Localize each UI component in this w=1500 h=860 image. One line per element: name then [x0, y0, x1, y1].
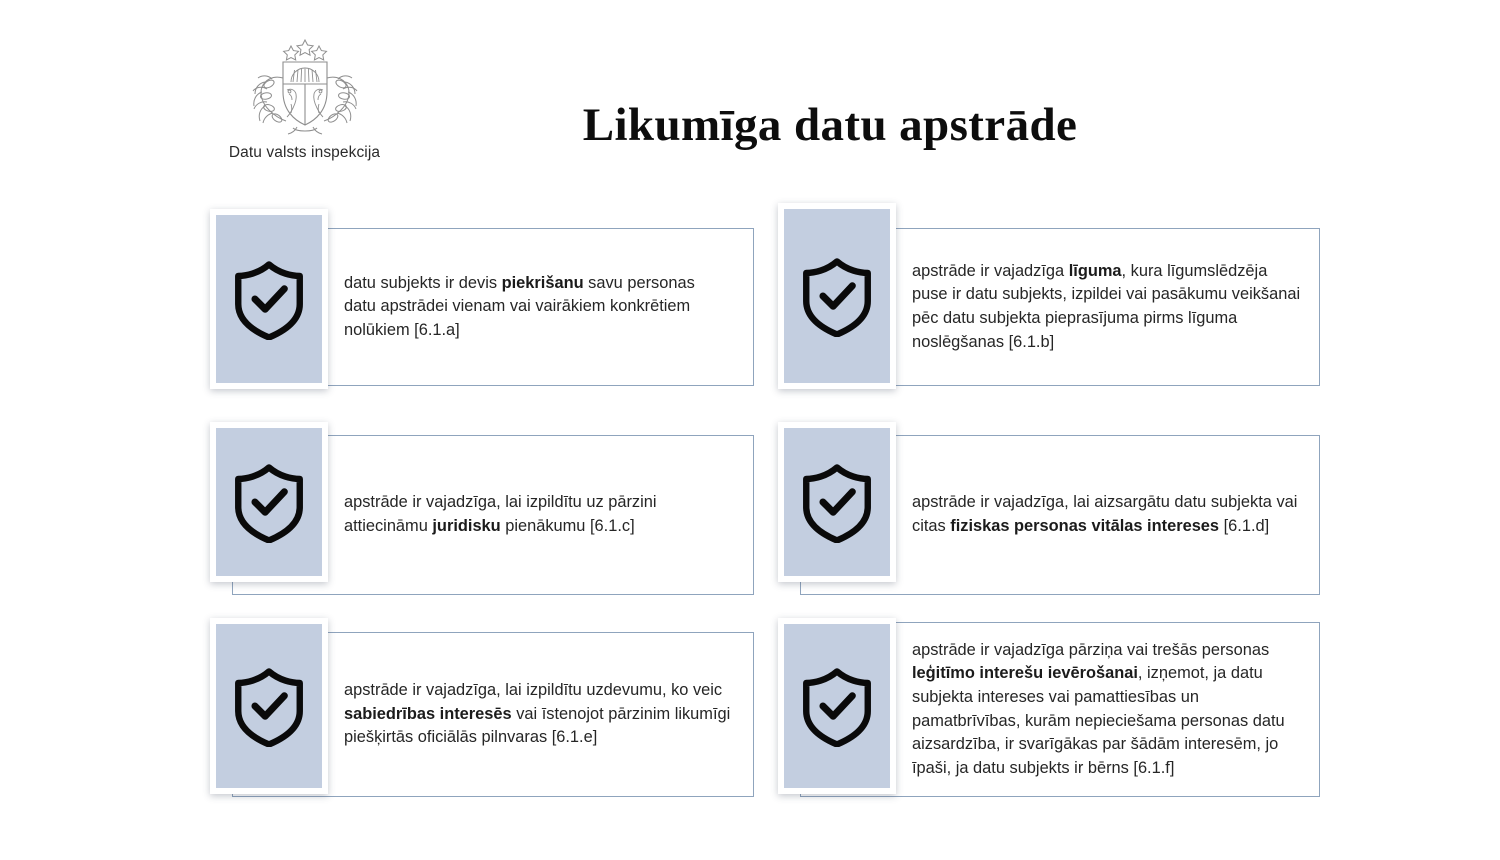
organization-logo	[222, 32, 387, 162]
emphasis-text: fiziskas personas vitālas intereses	[950, 517, 1220, 535]
body-text: , kura līgumslēdzēja puse ir datu subjekts, izpildei vai pasākumu veikšanai pēc datu subjekta pieprasījuma pirms līguma noslēgšanas [6.1.b]	[912, 261, 1301, 351]
page-title: Likumīga datu apstrāde	[582, 99, 1078, 151]
card-body-1	[912, 260, 1304, 355]
shield-check-icon	[228, 461, 310, 543]
card-text	[912, 622, 1304, 797]
legal-basis-card[interactable]	[232, 435, 754, 595]
card-body-2	[344, 491, 724, 538]
shield-check-icon	[228, 665, 310, 747]
shield-check-icon-tile	[778, 618, 896, 794]
shield-check-icon	[796, 255, 878, 337]
shield-check-icon-tile	[210, 422, 328, 582]
card-body-5	[912, 639, 1304, 781]
emphasis-text: piekrišanu	[501, 273, 584, 292]
shield-check-icon-tile	[778, 422, 896, 582]
emphasis-text: leģitīmo interešu ievērošanai	[912, 664, 1138, 683]
body-text: vai īstenojot pārzinim likumīgi piešķirtās oficiālās pilnvaras [6.1.e]	[344, 704, 731, 747]
body-text: apstrāde ir vajadzīga pārziņa vai trešās personas	[912, 640, 1270, 659]
card-body-0	[344, 272, 724, 343]
body-text: [6.1.d]	[1219, 517, 1270, 535]
card-text	[344, 228, 724, 386]
card-body-4	[344, 679, 744, 750]
emphasis-text: sabiedrības interesēs	[344, 704, 512, 723]
body-text: , izņemot, ja datu subjekta intereses vai pamattiesības un pamatbrīvības, kurām nepieciešama personas datu aizsardzība, ir svarīgākas par šādām interesēm, jo īpaši, ja datu subjekts ir bērns [6.1.f]	[912, 664, 1285, 777]
body-text: apstrāde ir vajadzīga, lai izpildītu uz pārzini attiecināmu	[344, 493, 657, 535]
card-text	[344, 435, 724, 595]
card-body-3	[912, 491, 1304, 538]
body-text: apstrāde ir vajadzīga, lai izpildītu uzdevumu, ko veic	[344, 681, 723, 700]
shield-check-icon	[796, 461, 878, 543]
body-text: apstrāde ir vajadzīga	[912, 261, 1069, 280]
body-text: apstrāde ir vajadzīga, lai aizsargātu datu subjekta vai citas	[912, 493, 1298, 535]
card-text	[912, 228, 1304, 386]
body-text: datu subjekts ir devis	[344, 273, 502, 292]
card-text	[912, 435, 1304, 595]
latvian-coat-of-arms-icon	[245, 32, 365, 140]
legal-basis-card[interactable]	[232, 228, 754, 386]
emphasis-text: juridisku	[432, 517, 501, 535]
shield-check-icon-tile	[210, 618, 328, 794]
card-text	[344, 632, 744, 797]
legal-basis-card[interactable]	[800, 622, 1320, 797]
legal-basis-card[interactable]	[232, 632, 754, 797]
shield-check-icon	[796, 665, 878, 747]
logo-caption: Datu valsts inspekcija	[228, 144, 381, 161]
body-text: savu personas datu apstrādei vienam vai vairākiem konkrētiem nolūkiem [6.1.a]	[344, 273, 695, 339]
shield-check-icon	[228, 258, 310, 340]
shield-check-icon-tile	[778, 203, 896, 389]
body-text: pienākumu [6.1.c]	[500, 517, 635, 535]
legal-basis-card[interactable]	[800, 228, 1320, 386]
shield-check-icon-tile	[210, 209, 328, 389]
emphasis-text: līguma	[1068, 261, 1122, 280]
legal-basis-card[interactable]	[800, 435, 1320, 595]
